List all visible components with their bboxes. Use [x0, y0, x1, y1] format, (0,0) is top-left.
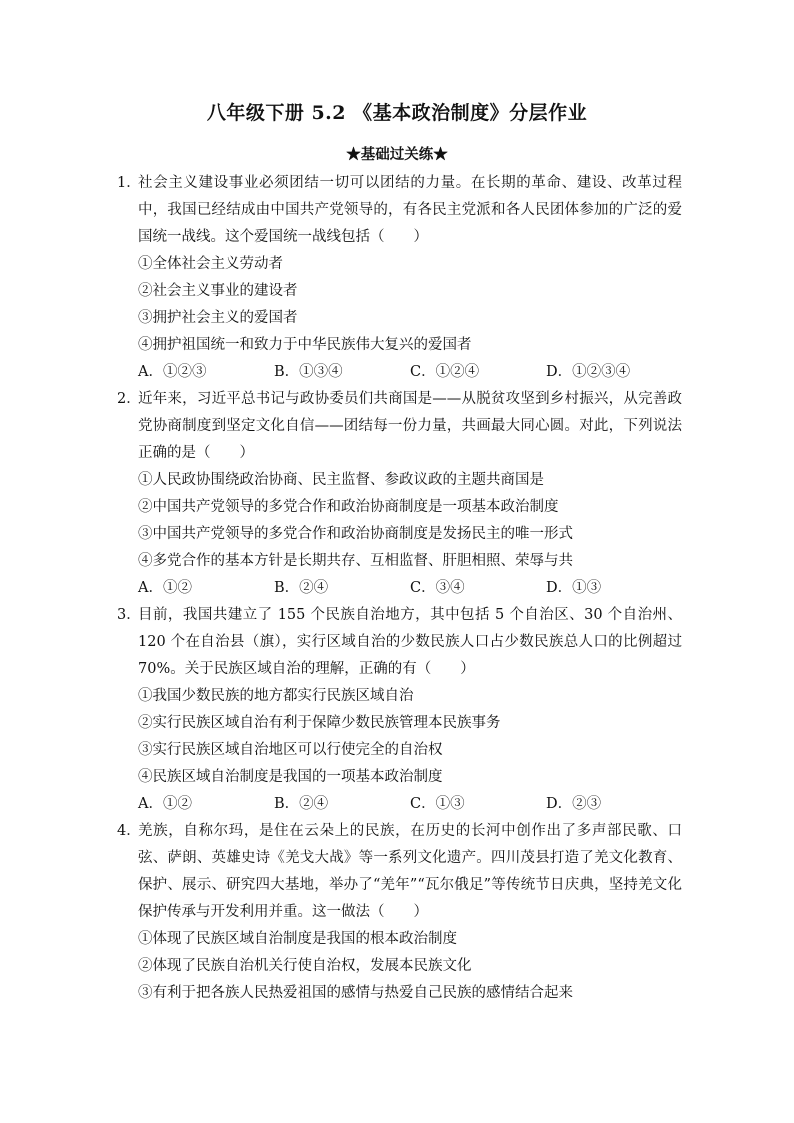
question-1	[117, 170, 682, 386]
question-number: 3．	[117, 607, 141, 623]
question-stem	[117, 602, 682, 683]
question-stem-text: 社会主义建设事业必须团结一切可以团结的力量。在长期的革命、建设、改革过程中，我国已经结成由中国共产党领导的，有各民主党派和各人民团体参加的广泛的爱国统一战线。这个爱国统一战线包括（ ）	[138, 175, 682, 245]
question-stem	[117, 818, 682, 926]
answer-option: B．②④	[274, 580, 329, 596]
statement-item: ②体现了民族自治机关行使自治权，发展本民族文化	[138, 958, 472, 974]
question-stem	[117, 386, 682, 467]
answer-option: C．①②④	[410, 364, 480, 380]
question-3	[117, 602, 682, 818]
statement-item: ②实行民族区域自治有利于保障少数民族管理本民族事务	[138, 715, 501, 731]
statement-item: ①全体社会主义劳动者	[138, 256, 283, 272]
question-stem	[117, 170, 682, 251]
answer-options	[117, 359, 682, 386]
statement-item: ①我国少数民族的地方都实行民族区域自治	[138, 688, 414, 704]
section-heading: ★基础过关练★	[346, 146, 448, 163]
answer-option: C．①③	[410, 796, 465, 812]
statement-item: ①人民政协围绕政治协商、民主监督、参政议政的主题共商国是	[138, 472, 544, 488]
statement-item: ④多党合作的基本方针是长期共存、互相监督、肝胆相照、荣辱与共	[138, 553, 573, 569]
statement-item: ②社会主义事业的建设者	[138, 283, 298, 299]
answer-option: D．①②③④	[546, 364, 631, 380]
answer-option: D．①③	[546, 580, 602, 596]
statement-item: ①体现了民族区域自治制度是我国的根本政治制度	[138, 931, 457, 947]
answer-option: B．②④	[274, 796, 329, 812]
question-stem-text: 目前，我国共建立了 155 个民族自治地方，其中包括 5 个自治区、30 个自治州、120 个在自治县（旗），实行区域自治的少数民族人口占少数民族总人口的比例超过 70%。关于民族区域自治的理解，正确的有（ ）	[138, 607, 682, 677]
statement-item: ③中国共产党领导的多党合作和政治协商制度是发扬民主的唯一形式	[138, 526, 573, 542]
answer-option: A．①②	[138, 580, 192, 596]
answer-option: A．①②③	[138, 364, 207, 380]
answer-option: C．③④	[410, 580, 465, 596]
statement-item: ③拥护社会主义的爱国者	[138, 310, 298, 326]
question-4	[117, 818, 682, 1007]
question-2	[117, 386, 682, 602]
statement-item: ③有利于把各族人民热爱祖国的感情与热爱自己民族的感情结合起来	[138, 985, 573, 1001]
answer-options	[117, 575, 682, 602]
answer-options	[117, 791, 682, 818]
statement-item: ②中国共产党领导的多党合作和政治协商制度是一项基本政治制度	[138, 499, 559, 515]
statement-item: ④民族区域自治制度是我国的一项基本政治制度	[138, 769, 443, 785]
question-stem-text: 近年来，习近平总书记与政协委员们共商国是——从脱贫攻坚到乡村振兴，从完善政党协商制度到坚定文化自信——团结每一份力量，共画最大同心圆。对此，下列说法正确的是（ ）	[138, 391, 682, 461]
question-number: 4．	[117, 823, 141, 839]
answer-option: D．②③	[546, 796, 602, 812]
statement-item: ③实行民族区域自治地区可以行使完全的自治权	[138, 742, 443, 758]
question-stem-text: 羌族，自称尔玛，是住在云朵上的民族，在历史的长河中创作出了多声部民歌、口弦、萨朗、英雄史诗《羌戈大战》等一系列文化遗产。四川茂县打造了羌文化教育、保护、展示、研究四大基地，举办了“羌年”“瓦尔俄足”等传统节日庆典，坚持羌文化保护传承与开发利用并重。这一做法（ ）	[138, 823, 682, 920]
statement-item: ④拥护祖国统一和致力于中华民族伟大复兴的爱国者	[138, 337, 472, 353]
question-number: 2．	[117, 391, 141, 407]
answer-option: B．①③④	[274, 364, 343, 380]
question-number: 1．	[117, 175, 141, 191]
question-list	[117, 170, 682, 1007]
document-title: 八年级下册 5.2 《基本政治制度》分层作业	[206, 102, 588, 124]
answer-option: A．①②	[138, 796, 192, 812]
